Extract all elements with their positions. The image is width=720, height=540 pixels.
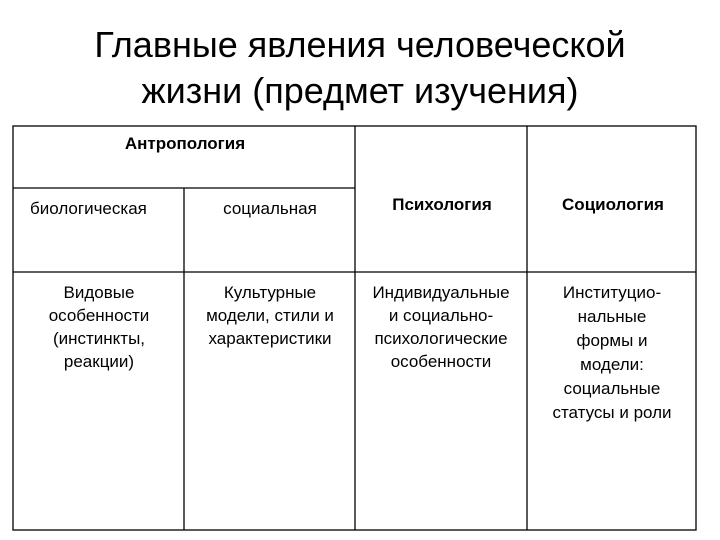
- header-psychology: Психология: [392, 195, 492, 214]
- cell-sociology: Институцио- нальные формы и модели: социальные статусы и роли: [552, 283, 672, 422]
- title-line-1: Главные явления человеческой: [94, 24, 626, 65]
- subheader-social: социальная: [223, 199, 317, 218]
- subheader-biological: биологическая: [30, 199, 147, 218]
- title-line-2: жизни (предмет изучения): [141, 70, 579, 111]
- header-anthropology: Антропология: [124, 134, 246, 153]
- cell-biological: Видовые особенности (инстинкты, реакции): [48, 283, 150, 371]
- header-sociology: Социология: [562, 195, 664, 214]
- cell-social: Культурные модели, стили и характеристики: [206, 283, 334, 348]
- cell-psychology: Индивидуальные и социально- психологические особенности: [372, 283, 510, 371]
